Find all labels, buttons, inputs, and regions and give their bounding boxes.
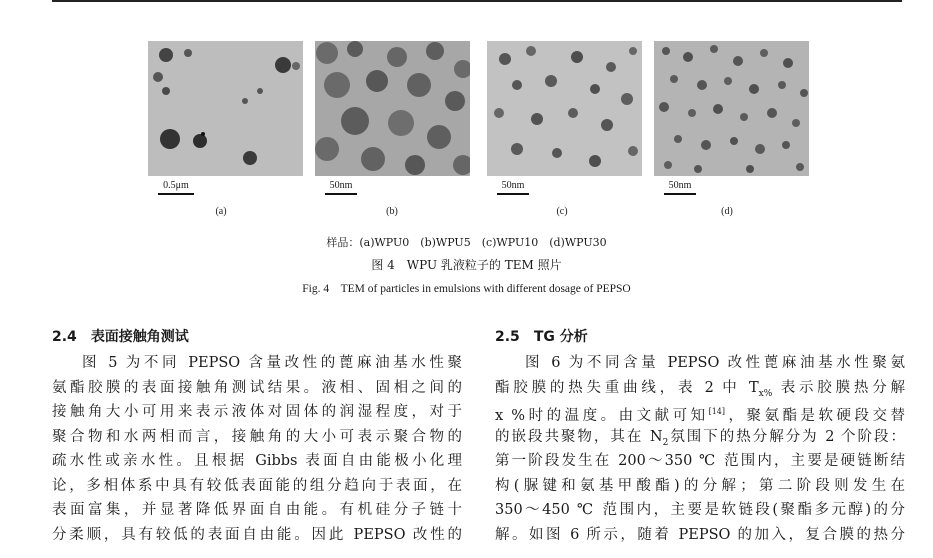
tem-image-d [654, 41, 809, 176]
section-number: 2.4 [52, 329, 77, 345]
paragraph-line: 氨酯胶膜的表面接触角测试结果。液相、固相之间的 [52, 379, 462, 396]
panel-label-c: (c) [556, 206, 568, 217]
section-heading [495, 326, 905, 348]
paragraph-line: 的嵌段共聚物，其在 $N_2$氛围下的热分解分为 2 个阶段： [495, 428, 905, 448]
paragraph-line: 聚合物和水两相而言，接触角的大小可表示聚合物的 [52, 428, 462, 445]
paragraph-line: 解。如图 6 所示，随着 PEPSO 的加入，复合膜的热分 [495, 526, 905, 543]
figure-title-cn: 图 4 WPU 乳液粒子的 TEM 照片 [371, 258, 562, 272]
panel-label-a: (a) [215, 206, 227, 217]
figure-title-en: Fig. 4 TEM of particles in emulsions with different dosage of PEPSO [302, 283, 631, 295]
section-tg-analysis [495, 326, 905, 547]
paragraph-line: 图 6 为不同含量 PEPSO 改性蓖麻油基水性聚氨 [525, 355, 905, 371]
paragraph-line: 表面富集，并显著降低界面自由能。有机硅分子链十 [52, 502, 462, 518]
scale-text-b: 50nm [329, 180, 353, 191]
scale-text-d: 50nm [668, 180, 692, 191]
tem-image-b [315, 41, 470, 176]
paragraph-line: 第一阶段发生在 200～350 ℃ 范围内，主要是硬链断结 [495, 453, 905, 469]
section-contact-angle [52, 326, 462, 547]
paragraph-line: 论，多相体系中具有较低表面能的组分趋向于表面，在 [52, 477, 462, 494]
paragraph-line: 图 5 为不同 PEPSO 含量改性的蓖麻油基水性聚 [82, 355, 462, 371]
panel-label-d: (d) [721, 206, 733, 217]
paragraph-line: 酯胶膜的热失重曲线，表 2 中 $T_{x\%}$ 表示胶膜热分解 [495, 379, 905, 399]
section-heading [52, 326, 462, 348]
tem-image-c [487, 41, 642, 176]
top-rule [52, 0, 902, 2]
section-title: 表面接触角测试 [90, 329, 189, 345]
figure-samples-caption: 样品：(a)WPU0 (b)WPU5 (c)WPU10 (d)WPU30 [326, 236, 607, 249]
paragraph-line: 接触角大小可用来表示液体对固体的润湿程度，对于 [52, 404, 462, 420]
tem-image-a [148, 41, 303, 176]
scale-bar-a [158, 180, 194, 195]
paragraph-line: 分柔顺，具有较低的表面自由能。因此 PEPSO 改性的 [52, 526, 462, 543]
section-number: 2.5 [495, 329, 520, 345]
scale-bar-d [664, 180, 696, 195]
paragraph-line: 350～450 ℃ 范围内，主要是软链段(聚酯多元醇)的分 [495, 502, 905, 518]
scale-text-a: 0.5μm [163, 180, 189, 191]
paragraph-line: 疏水性或亲水性。且根据 Gibbs 表面自由能极小化理 [52, 453, 462, 469]
section-title: TG 分析 [533, 329, 588, 345]
paragraph-line: x %时的温度。由文献可知[14]，聚氨酯是软硬段交替 [495, 407, 905, 424]
paragraph-line: 构(脲键和氨基甲酸酯)的分解；第二阶段则发生在 [495, 477, 905, 494]
reference-citation[interactable]: [14] [708, 407, 725, 416]
scale-bar-c [497, 180, 529, 195]
scale-text-c: 50nm [501, 180, 525, 191]
scale-bar-b [325, 180, 357, 195]
panel-label-b: (b) [386, 206, 398, 217]
